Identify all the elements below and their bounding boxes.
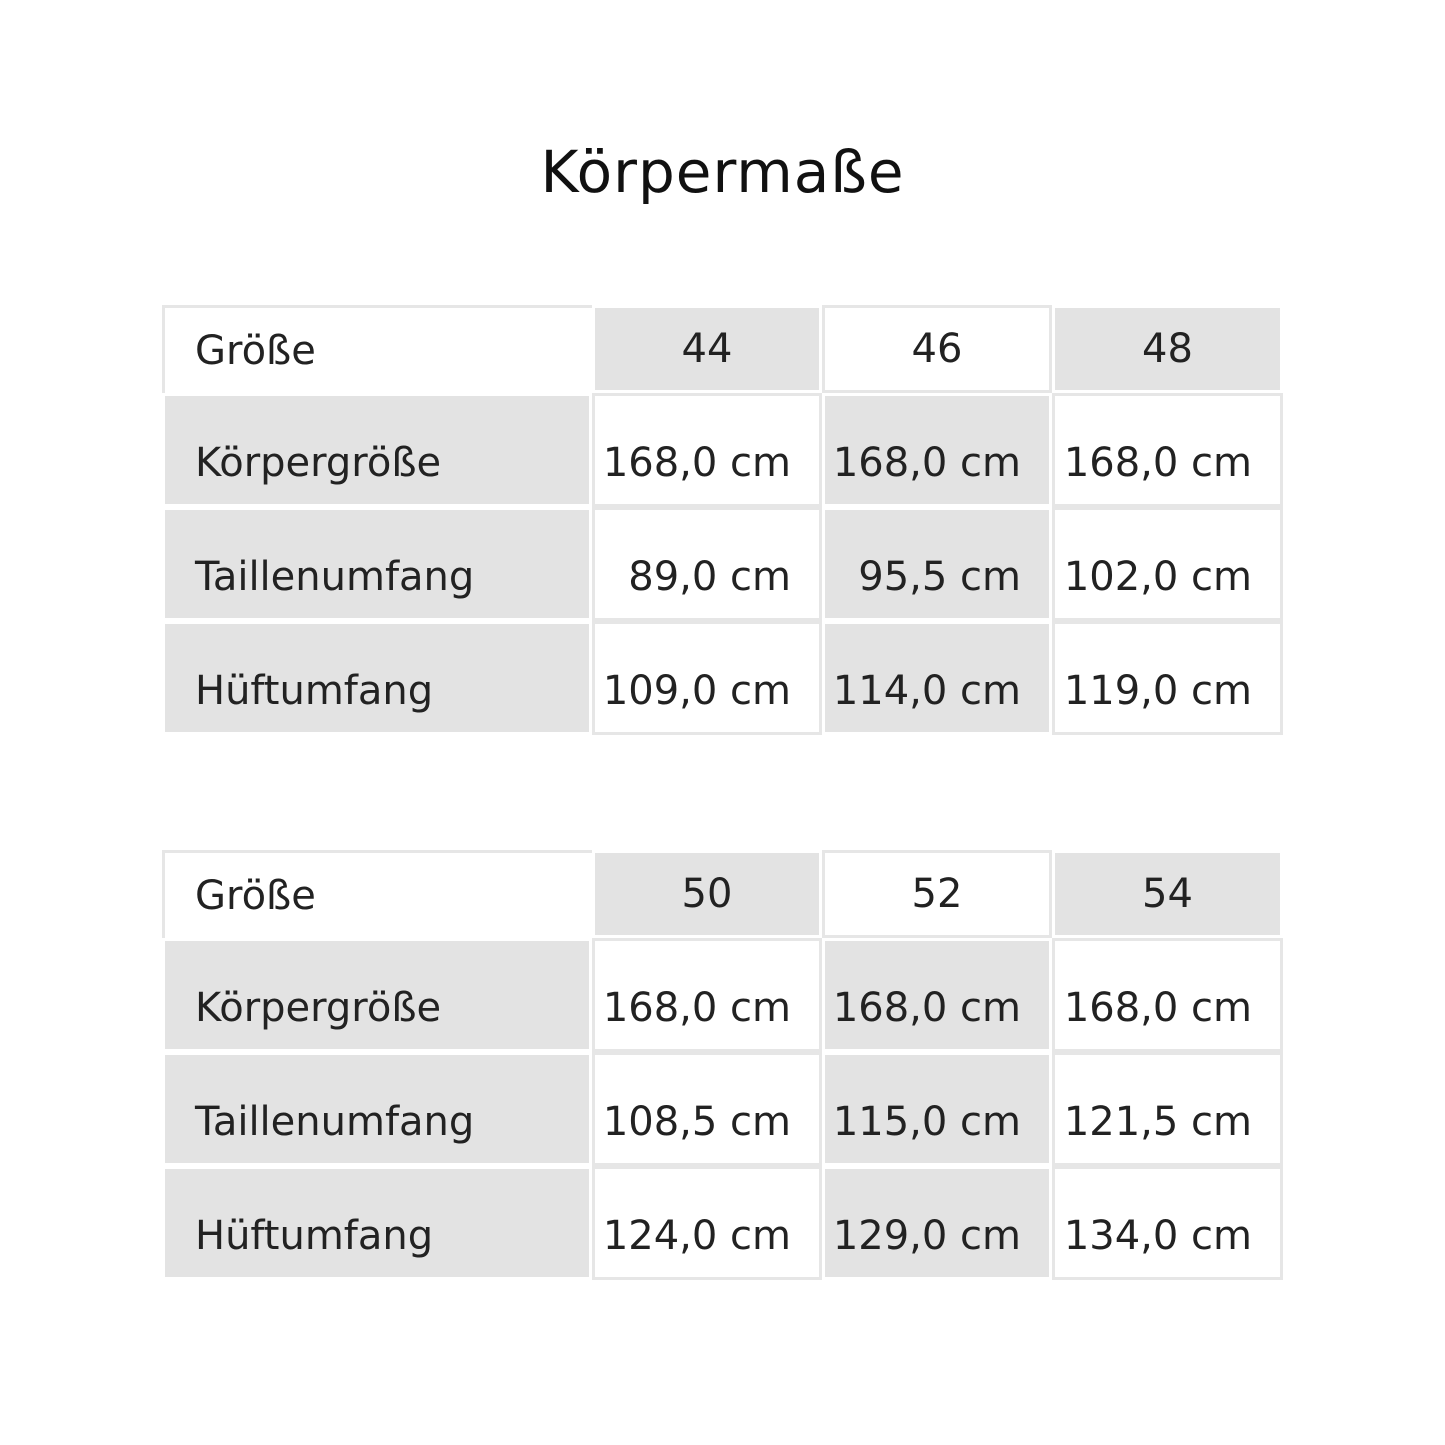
value-cell: 115,0 cm (822, 1052, 1052, 1166)
row-label: Taillenumfang (162, 507, 592, 621)
value-cell: 168,0 cm (822, 938, 1052, 1052)
size-header-cell: 50 (592, 850, 822, 938)
value-cell: 168,0 cm (822, 393, 1052, 507)
value-cell: 134,0 cm (1052, 1166, 1283, 1280)
value-cell: 168,0 cm (592, 393, 822, 507)
value-cell: 168,0 cm (1052, 938, 1283, 1052)
value-cell: 114,0 cm (822, 621, 1052, 735)
value-cell: 95,5 cm (822, 507, 1052, 621)
size-header-cell: 44 (592, 305, 822, 393)
value-cell: 124,0 cm (592, 1166, 822, 1280)
size-table-2 (162, 850, 1283, 1280)
size-table-1 (162, 305, 1283, 735)
row-label: Körpergröße (162, 938, 592, 1052)
size-header-cell: 54 (1052, 850, 1283, 938)
size-header-cell: 52 (822, 850, 1052, 938)
value-cell: 168,0 cm (592, 938, 822, 1052)
size-header-cell: 48 (1052, 305, 1283, 393)
value-cell: 168,0 cm (1052, 393, 1283, 507)
row-label: Hüftumfang (162, 621, 592, 735)
value-cell: 109,0 cm (592, 621, 822, 735)
value-cell: 102,0 cm (1052, 507, 1283, 621)
row-label: Hüftumfang (162, 1166, 592, 1280)
value-cell: 89,0 cm (592, 507, 822, 621)
row-label: Körpergröße (162, 393, 592, 507)
size-header-label: Größe (162, 305, 592, 393)
value-cell: 129,0 cm (822, 1166, 1052, 1280)
value-cell: 119,0 cm (1052, 621, 1283, 735)
value-cell: 108,5 cm (592, 1052, 822, 1166)
size-header-label: Größe (162, 850, 592, 938)
size-header-cell: 46 (822, 305, 1052, 393)
value-cell: 121,5 cm (1052, 1052, 1283, 1166)
row-label: Taillenumfang (162, 1052, 592, 1166)
page-title: Körpermaße (540, 138, 905, 206)
